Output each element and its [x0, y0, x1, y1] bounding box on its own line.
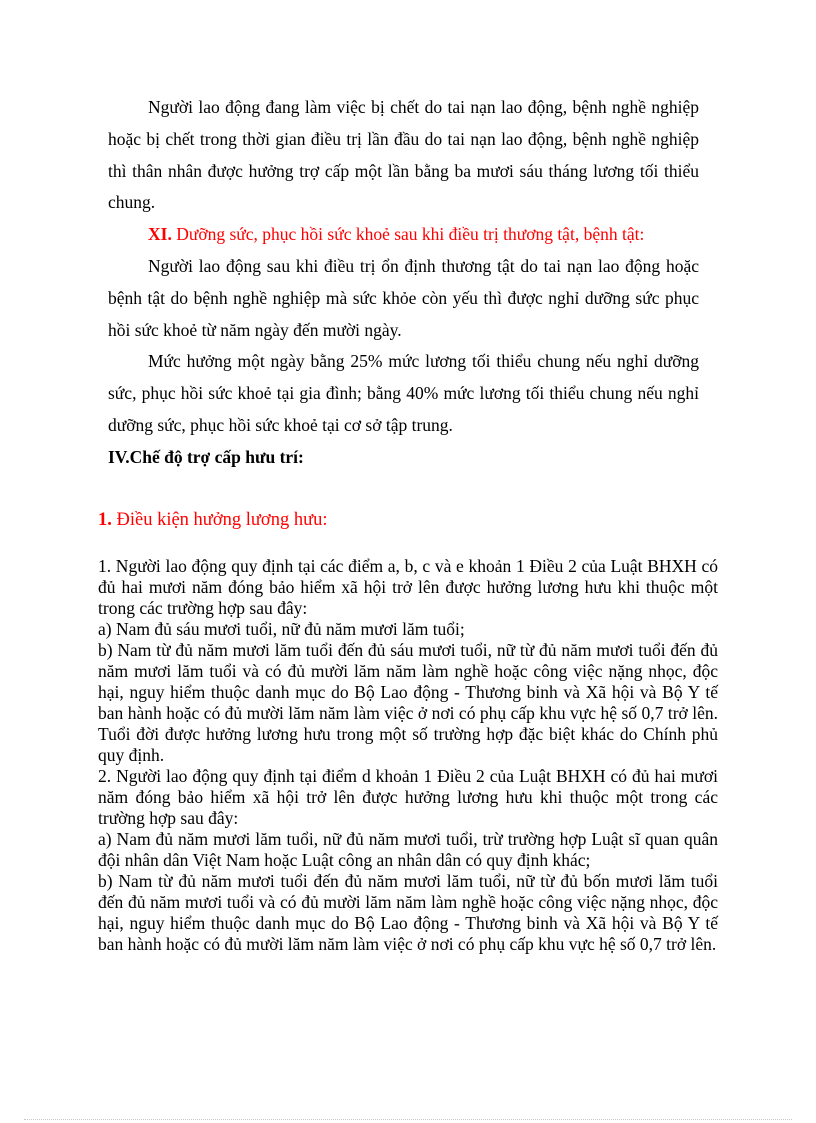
paragraph-recovery-rate: Mức hưởng một ngày bằng 25% mức lương tối thiểu chung nếu nghỉ dưỡng sức, phục hồi sức khoẻ tại gia đình; bằng 40% mức lương tối thiểu chung nếu nghỉ dưỡng sức, phục hồi sức khoẻ tại cơ sở tập trung. — [108, 351, 699, 435]
heading-section-xi — [108, 219, 699, 251]
list-item: b) Nam từ đủ năm mươi lăm tuổi đến đủ sáu mươi tuổi, nữ từ đủ năm mươi tuổi đến đủ năm mươi lăm tuổi và có đủ mười lăm năm làm nghề hoặc công việc nặng nhọc, độc hại, nguy hiểm thuộc danh mục do Bộ Lao động - Thương binh và Xã hội và Bộ Y tế ban hành hoặc có đủ mười lăm năm làm việc ở nơi có phụ cấp khu vực hệ số 0,7 trở lên. Tuổi đời được hưởng lương hưu trong một số trường hợp đặc biệt khác do Chính phủ quy định. — [98, 640, 718, 765]
list-item: b) Nam từ đủ năm mươi tuổi đến đủ năm mươi lăm tuổi, nữ từ đủ bốn mươi lăm tuổi đến đủ năm mươi tuổi và có đủ mười lăm năm làm nghề hoặc công việc nặng nhọc, độc hại, nguy hiểm thuộc danh mục do Bộ Lao động - Thương binh và Xã hội và Bộ Y tế ban hành hoặc có đủ mười lăm năm làm việc ở nơi có phụ cấp khu vực hệ số 0,7 trở lên. — [98, 871, 718, 954]
section-benefits — [108, 92, 699, 474]
section-pension-conditions — [98, 510, 718, 955]
heading-xi-text: Dưỡng sức, phục hồi sức khoẻ sau khi điều trị thương tật, bệnh tật: — [171, 224, 645, 245]
heading-pension-number: 1. — [98, 510, 112, 530]
paragraph-recovery: Người lao động sau khi điều trị ổn định thương tật do tai nạn lao động hoặc bệnh tật do bệnh nghề nghiệp mà sức khỏe còn yếu thì được nghỉ dưỡng sức phục hồi sức khoẻ từ năm ngày đến mười ngày. — [108, 255, 699, 340]
heading-pension-text: Điều kiện hưởng lương hưu: — [111, 510, 328, 530]
list-item: 1. Người lao động quy định tại các điểm a, b, c và e khoản 1 Điều 2 của Luật BHXH có đủ hai mươi năm đóng bảo hiểm xã hội trở lên được hưởng lương hưu khi thuộc một trong các trường hợp sau đây: — [98, 556, 718, 618]
heading-xi-number: XI. — [148, 224, 172, 245]
heading-section-iv: IV.Chế độ trợ cấp hưu trí: — [108, 446, 304, 467]
page-bottom-divider — [24, 1119, 792, 1120]
paragraph-death-benefit: Người lao động đang làm việc bị chết do tai nạn lao động, bệnh nghề nghiệp hoặc bị chết trong thời gian điều trị lần đầu do tai nạn lao động, bệnh nghề nghiệp thì thân nhân được hưởng trợ cấp một lần bằng ba mươi sáu tháng lương tối thiểu chung. — [108, 97, 699, 213]
list-item: a) Nam đủ sáu mươi tuổi, nữ đủ năm mươi lăm tuổi; — [98, 619, 465, 639]
heading-pension-conditions — [98, 510, 718, 531]
list-item: a) Nam đủ năm mươi lăm tuổi, nữ đủ năm mươi tuổi, trừ trường hợp Luật sĩ quan quân đội nhân dân Việt Nam hoặc Luật công an nhân dân có quy định khác; — [98, 829, 718, 870]
list-item: 2. Người lao động quy định tại điểm d khoản 1 Điều 2 của Luật BHXH có đủ hai mươi năm đóng bảo hiểm xã hội trở lên được hưởng lương hưu khi thuộc một trong các trường hợp sau đây: — [98, 766, 718, 828]
